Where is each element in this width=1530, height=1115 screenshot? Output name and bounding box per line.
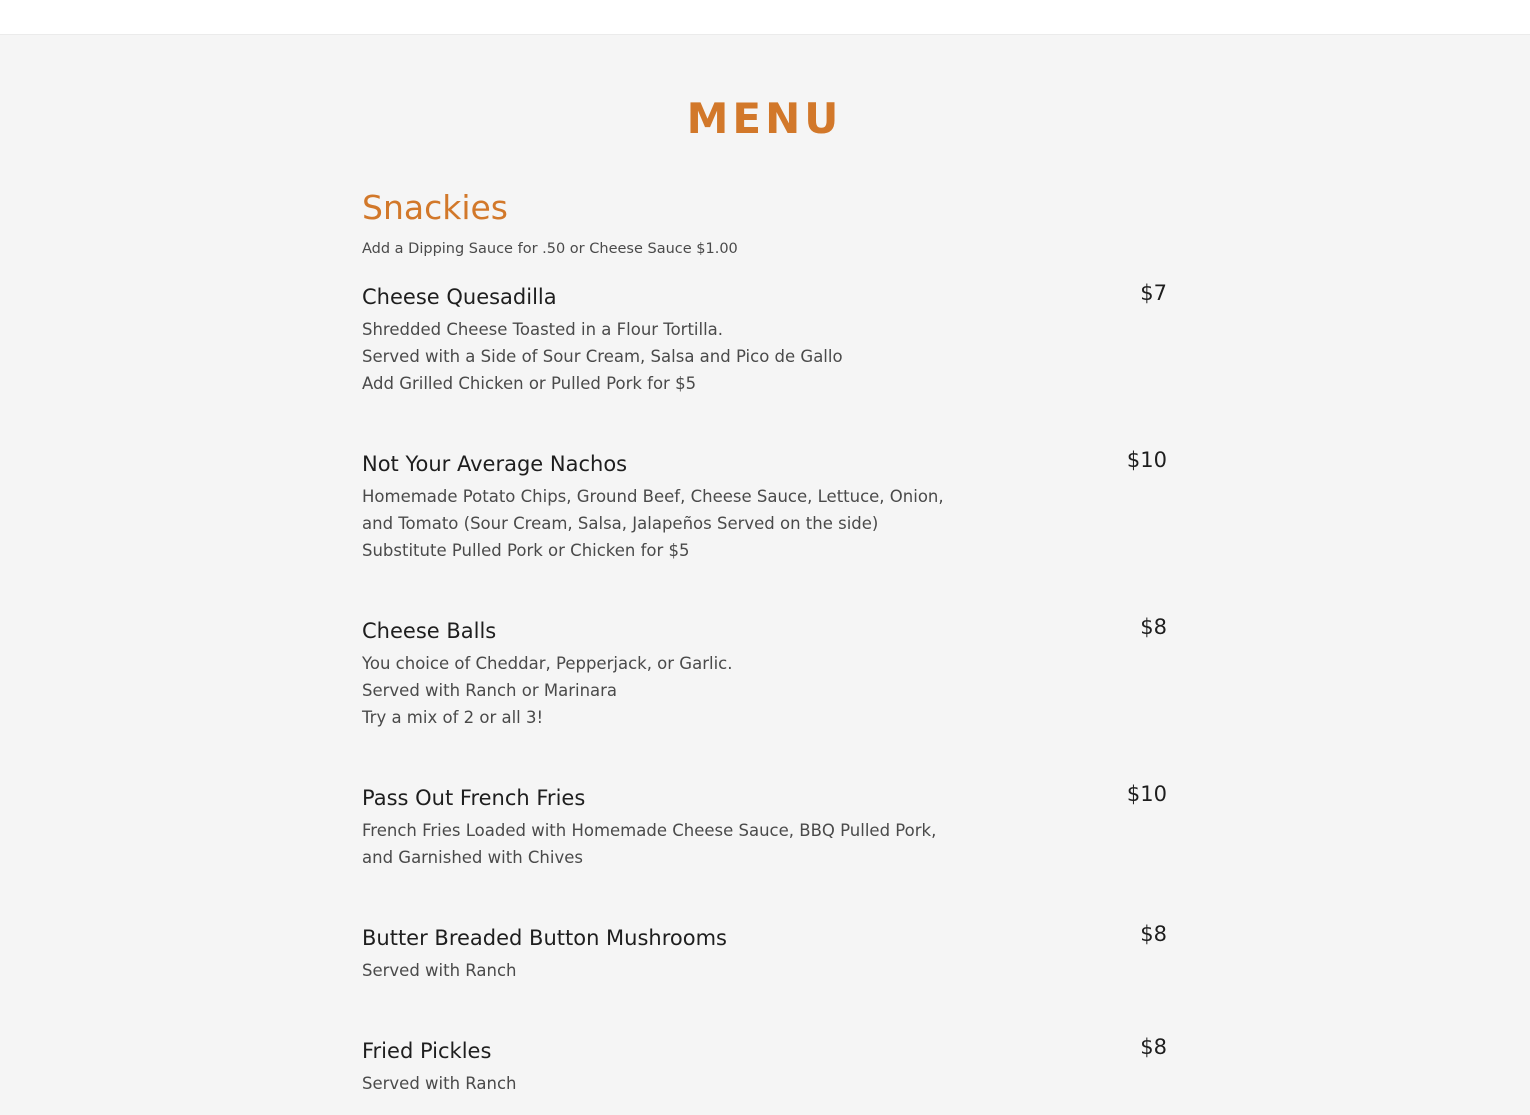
item-name: Pass Out French Fries [362, 786, 586, 810]
item-description-line: Served with Ranch [362, 961, 517, 980]
item-description-line: Add Grilled Chicken or Pulled Pork for $5 [362, 374, 697, 393]
item-price: $7 [1140, 281, 1167, 305]
item-description-line: Homemade Potato Chips, Ground Beef, Cheese Sauce, Lettuce, Onion, [362, 487, 944, 506]
item-description-line: Try a mix of 2 or all 3! [362, 708, 544, 727]
item-name: Cheese Balls [362, 619, 497, 643]
item-description-line: You choice of Cheddar, Pepperjack, or Garlic. [362, 654, 733, 673]
item-price: $10 [1126, 782, 1167, 806]
item-description [362, 316, 942, 397]
item-description-line: Served with Ranch [362, 1074, 517, 1093]
section-note: Add a Dipping Sauce for .50 or Cheese Sauce $1.00 [362, 241, 738, 257]
item-name: Butter Breaded Button Mushrooms [362, 926, 727, 950]
item-description [362, 957, 942, 984]
item-description [362, 650, 942, 731]
top-bar [0, 0, 1530, 34]
item-description [362, 817, 942, 871]
item-description [362, 483, 942, 564]
item-price: $10 [1126, 448, 1167, 472]
item-price: $8 [1140, 1035, 1167, 1059]
item-price: $8 [1140, 615, 1167, 639]
item-description-line: Substitute Pulled Pork or Chicken for $5 [362, 541, 690, 560]
menu-title: MENU [686, 94, 843, 143]
item-name: Cheese Quesadilla [362, 285, 557, 309]
item-description-line: French Fries Loaded with Homemade Cheese Sauce, BBQ Pulled Pork, [362, 821, 937, 840]
item-name: Not Your Average Nachos [362, 452, 628, 476]
item-description-line: Served with a Side of Sour Cream, Salsa and Pico de Gallo [362, 347, 843, 366]
item-name: Fried Pickles [362, 1039, 492, 1063]
item-description-line: Served with Ranch or Marinara [362, 681, 618, 700]
item-description [362, 1070, 942, 1097]
item-description-line: Shredded Cheese Toasted in a Flour Tortilla. [362, 320, 724, 339]
item-description-line: and Tomato (Sour Cream, Salsa, Jalapeños Served on the side) [362, 514, 879, 533]
item-price: $8 [1140, 922, 1167, 946]
section-title: Snackies [362, 188, 509, 227]
item-description-line: and Garnished with Chives [362, 848, 583, 867]
